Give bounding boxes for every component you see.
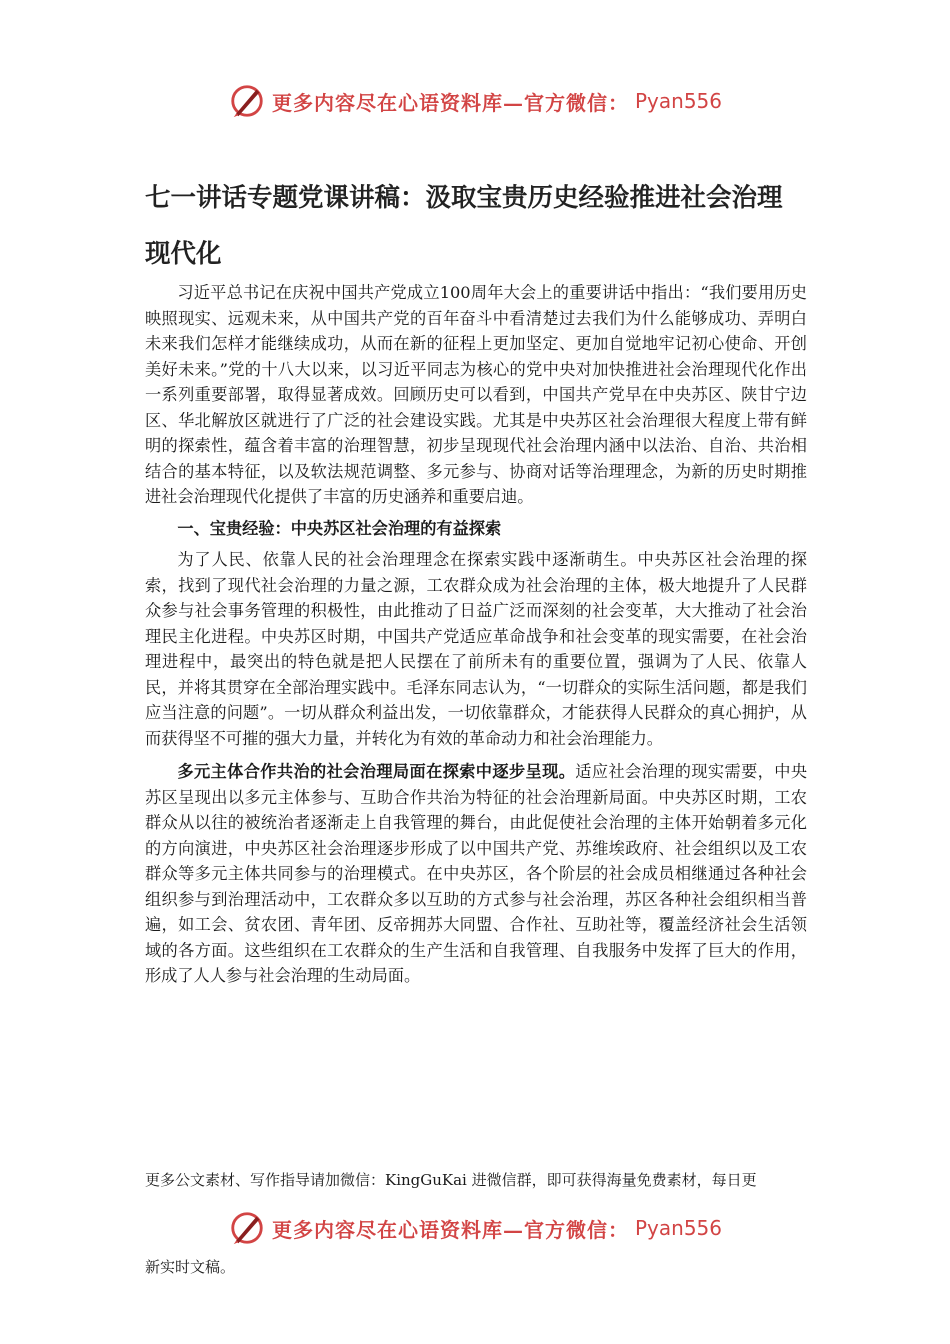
watermark-text: 更多内容尽在心语资料库—官方微信：	[271, 90, 629, 115]
paragraph-people-centered: 为了人民、依靠人民的社会治理理念在探索实践中逐渐萌生。中央苏区社会治理的探索，找到了现代社会治理的力量之源，工农群众成为社会治理的主体，极大地提升了人民群众参与社会事务管理的积极性，由此推动了日益广泛而深刻的社会变革，大大推动了社会治理民主化进程。中央苏区时期，中国共产党适应革命战争和社会变革的现实需要，在社会治理进程中，最突出的特色就是把人民摆在了前所未有的重要位置，强调为了人民、依靠人民，并将其贯穿在全部治理实践中。毛泽东同志认为，“一切群众的实际生活问题，都是我们应当注意的问题”。一切从群众利益出发，一切依靠群众，才能获得人民群众的真心拥护，从而获得坚不可摧的强大力量，并转化为有效的革命动力和社会治理能力。	[145, 550, 807, 748]
section-heading-1: 一、宝贵经验：中央苏区社会治理的有益探索	[177, 518, 502, 538]
document-title: 七一讲话专题党课讲稿：汲取宝贵历史经验推进社会治理现代化	[145, 183, 783, 269]
paragraph-multi-governance	[145, 759, 807, 989]
watermark-banner-top	[0, 82, 950, 120]
watermark-wechat-id: Pyan556	[634, 89, 722, 113]
paragraph-intro: 习近平总书记在庆祝中国共产党成立100周年大会上的重要讲话中指出：“我们要用历史映照现实、远观未来，从中国共产党的百年奋斗中看清楚过去我们为什么能够成功、弄明白未来我们怎样才能继续成功，从而在新的征程上更加坚定、更加自觉地牢记初心使命、开创美好未来。”党的十八大以来，以习近平同志为核心的党中央对加快推进社会治理现代化作出一系列重要部署，取得显著成效。回顾历史可以看到，中国共产党早在中央苏区、陕甘宁边区、华北解放区就进行了广泛的社会建设实践。尤其是中央苏区社会治理很大程度上带有鲜明的探索性，蕴含着丰富的治理智慧，初步呈现现代社会治理内涵中以法治、自治、共治相结合的基本特征，以及软法规范调整、多元参与、协商对话等治理理念，为新的历史时期推进社会治理现代化提供了丰富的历史涵养和重要启迪。	[145, 283, 807, 506]
pen-logo-icon	[228, 82, 266, 120]
footer-tail: 新实时文稿。	[145, 1258, 236, 1276]
paragraph-body: 适应社会治理的现实需要，中央苏区呈现出以多元主体参与、互助合作共治为特征的社会治理新局面。中央苏区时期，工农群众从以往的被统治者逐渐走上自我管理的舞台，由此促使社会治理的主体开始朝着多元化的方向演进，中央苏区社会治理逐步形成了以中国共产党、苏维埃政府、社会组织以及工农群众等多元主体共同参与的治理模式。在中央苏区，各个阶层的社会成员相继通过各种社会组织参与到治理活动中，工农群众多以互助的方式参与社会治理，苏区各种社会组织相当普遍，如工会、贫农团、青年团、反帝拥苏大同盟、合作社、互助社等，覆盖经济社会生活领域的各方面。这些组织在工农群众的生产生活和自我管理、自我服务中发挥了巨大的作用，形成了人人参与社会治理的生动局面。	[145, 762, 808, 985]
watermark-banner-bottom	[0, 1209, 950, 1247]
paragraph-lead-sentence: 多元主体合作共治的社会治理局面在探索中逐步呈现。	[177, 762, 576, 781]
footer-note: 更多公文素材、写作指导请加微信：KingGuKai 进微信群，即可获得海量免费素材，每日更	[145, 1171, 757, 1189]
watermark-text: 更多内容尽在心语资料库—官方微信：	[271, 1217, 629, 1242]
pen-logo-icon	[228, 1209, 266, 1247]
document-body	[145, 280, 807, 989]
watermark-wechat-id: Pyan556	[634, 1216, 722, 1240]
